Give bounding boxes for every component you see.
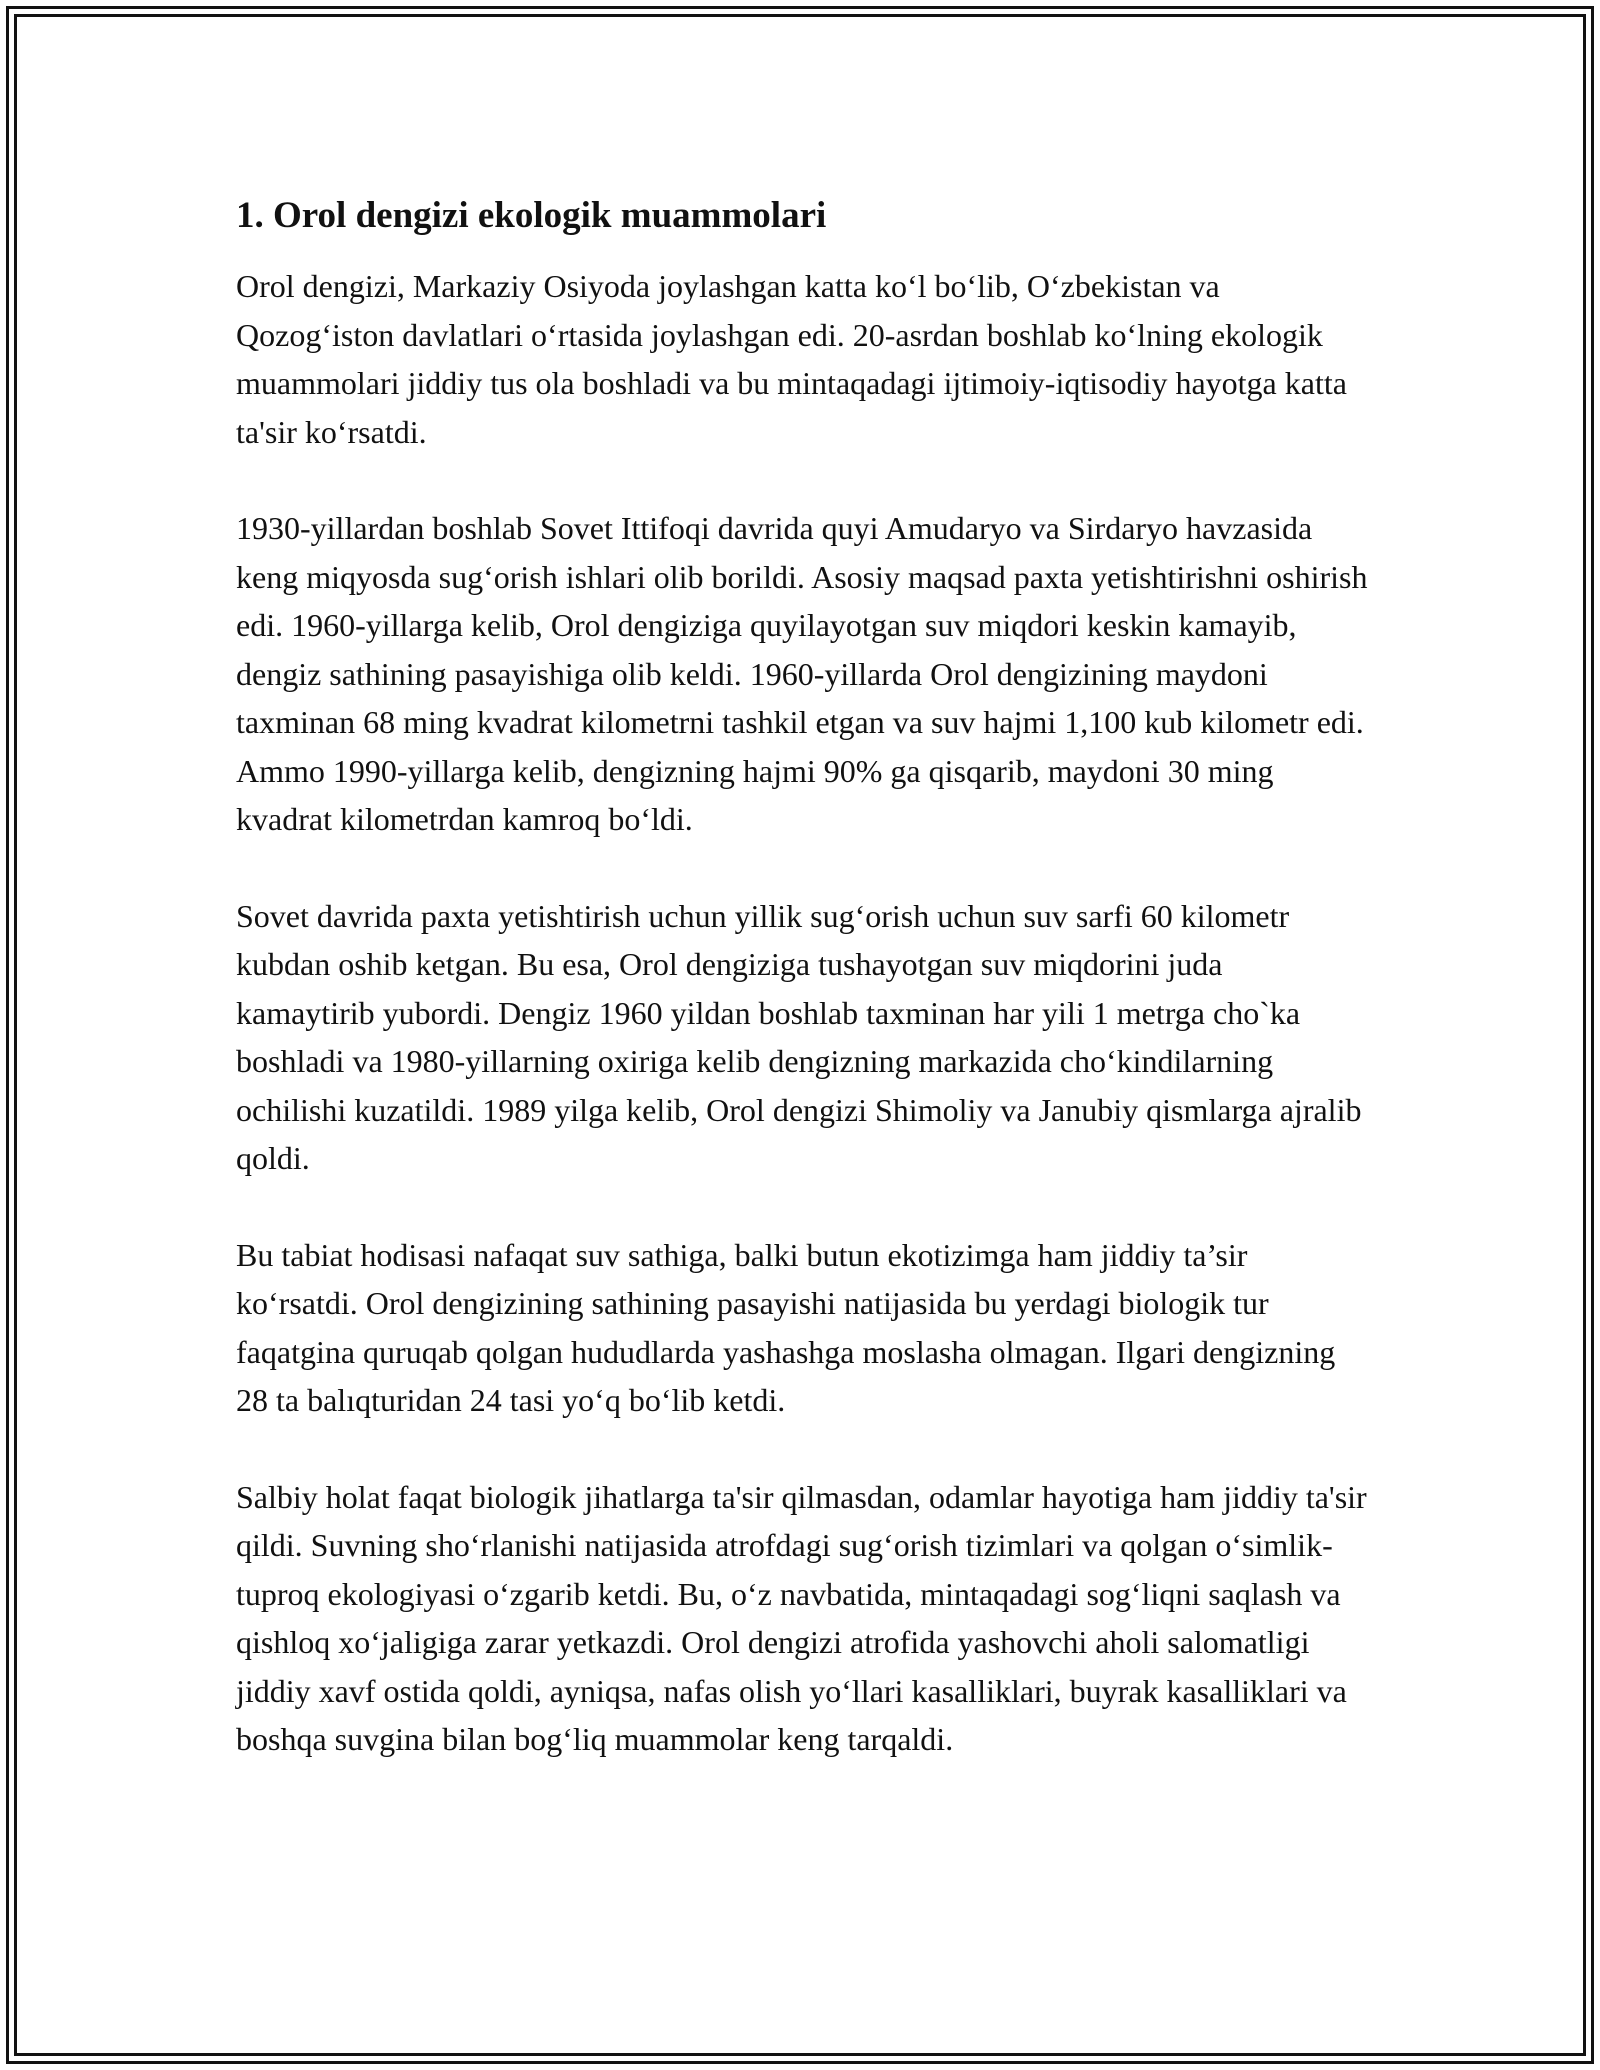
paragraph-health-impact: Salbiy holat faqat biologik jihatlarga ta'sir qilmasdan, odamlar hayotiga ham jiddiy ta'sir qildi. Suvning shoʻrlanishi natijasida atrofdagi sugʻorish tizimlari va qolgan oʻsimlik-tuproq ekologiyasi oʻzgarib ketdi. Bu, oʻz navbatida, mintaqadagi sogʻliqni saqlash va qishloq xoʻjaligiga zarar yetkazdi. Orol dengizi atrofida yashovchi aholi salomatligi jiddiy xavf ostida qoldi, ayniqsa, nafas olish yoʻllari kasalliklari, buyrak kasalliklari va boshqa suvgina bilan bogʻliq muammolar keng tarqaldi. bbox=[236, 1478, 1367, 1757]
paragraph-introduction: Orol dengizi, Markaziy Osiyoda joylashgan katta koʻl boʻlib, Oʻzbekistan va Qozogʻiston davlatlari oʻrtasida joylashgan edi. 20-asrdan boshlab koʻlning ekologik muammolari jiddiy tus ola boshladi va bu mintaqadagi ijtimoiy-iqtisodiy hayotga katta ta'sir koʻrsatdi. bbox=[236, 268, 1347, 450]
paragraph-ecosystem-impact: Bu tabiat hodisasi nafaqat suv sathiga, balki butun ekotizimga ham jiddiy ta’sir koʻrsatdi. Orol dengizining sathining pasayishi natijasida bu yerdagi biologik tur faqatgina quruqab qolgan hududlarda yashashga moslasha olmagan. Ilgari dengizning 28 ta balıqturidan 24 tasi yoʻq boʻlib ketdi. bbox=[236, 1236, 1336, 1418]
document-body bbox=[236, 190, 1368, 1812]
paragraph-water-consumption: Sovet davrida paxta yetishtirish uchun yillik sugʻorish uchun suv sarfi 60 kilometr kubdan oshib ketgan. Bu esa, Orol dengiziga tushayotgan suv miqdorini juda kamaytirib yubordi. Dengiz 1960 yildan boshlab taxminan har yili 1 metrga cho`ka boshladi va 1980-yillarning oxiriga kelib dengizning markazida choʻkindilarning ochilishi kuzatildi. 1989 yilga kelib, Orol dengizi Shimoliy va Janubiy qismlarga ajralib qoldi. bbox=[236, 897, 1362, 1176]
paragraph-irrigation-history: 1930-yillardan boshlab Sovet Ittifoqi davrida quyi Amudaryo va Sirdaryo havzasida keng miqyosda sugʻorish ishlari olib borildi. Asosiy maqsad paxta yetishtirishni oshirish edi. 1960-yillarga kelib, Orol dengiziga quyilayotgan suv miqdori keskin kamayib, dengiz sathining pasayishiga olib keldi. 1960-yillarda Orol dengizining maydoni taxminan 68 ming kvadrat kilometrni tashkil etgan va suv hajmi 1,100 kub kilometr edi. Ammo 1990-yillarga kelib, dengizning hajmi 90% ga qisqarib, maydoni 30 ming kvadrat kilometrdan kamroq boʻldi. bbox=[236, 510, 1368, 837]
document-title: 1. Orol dengizi ekologik muammolari bbox=[236, 195, 827, 236]
